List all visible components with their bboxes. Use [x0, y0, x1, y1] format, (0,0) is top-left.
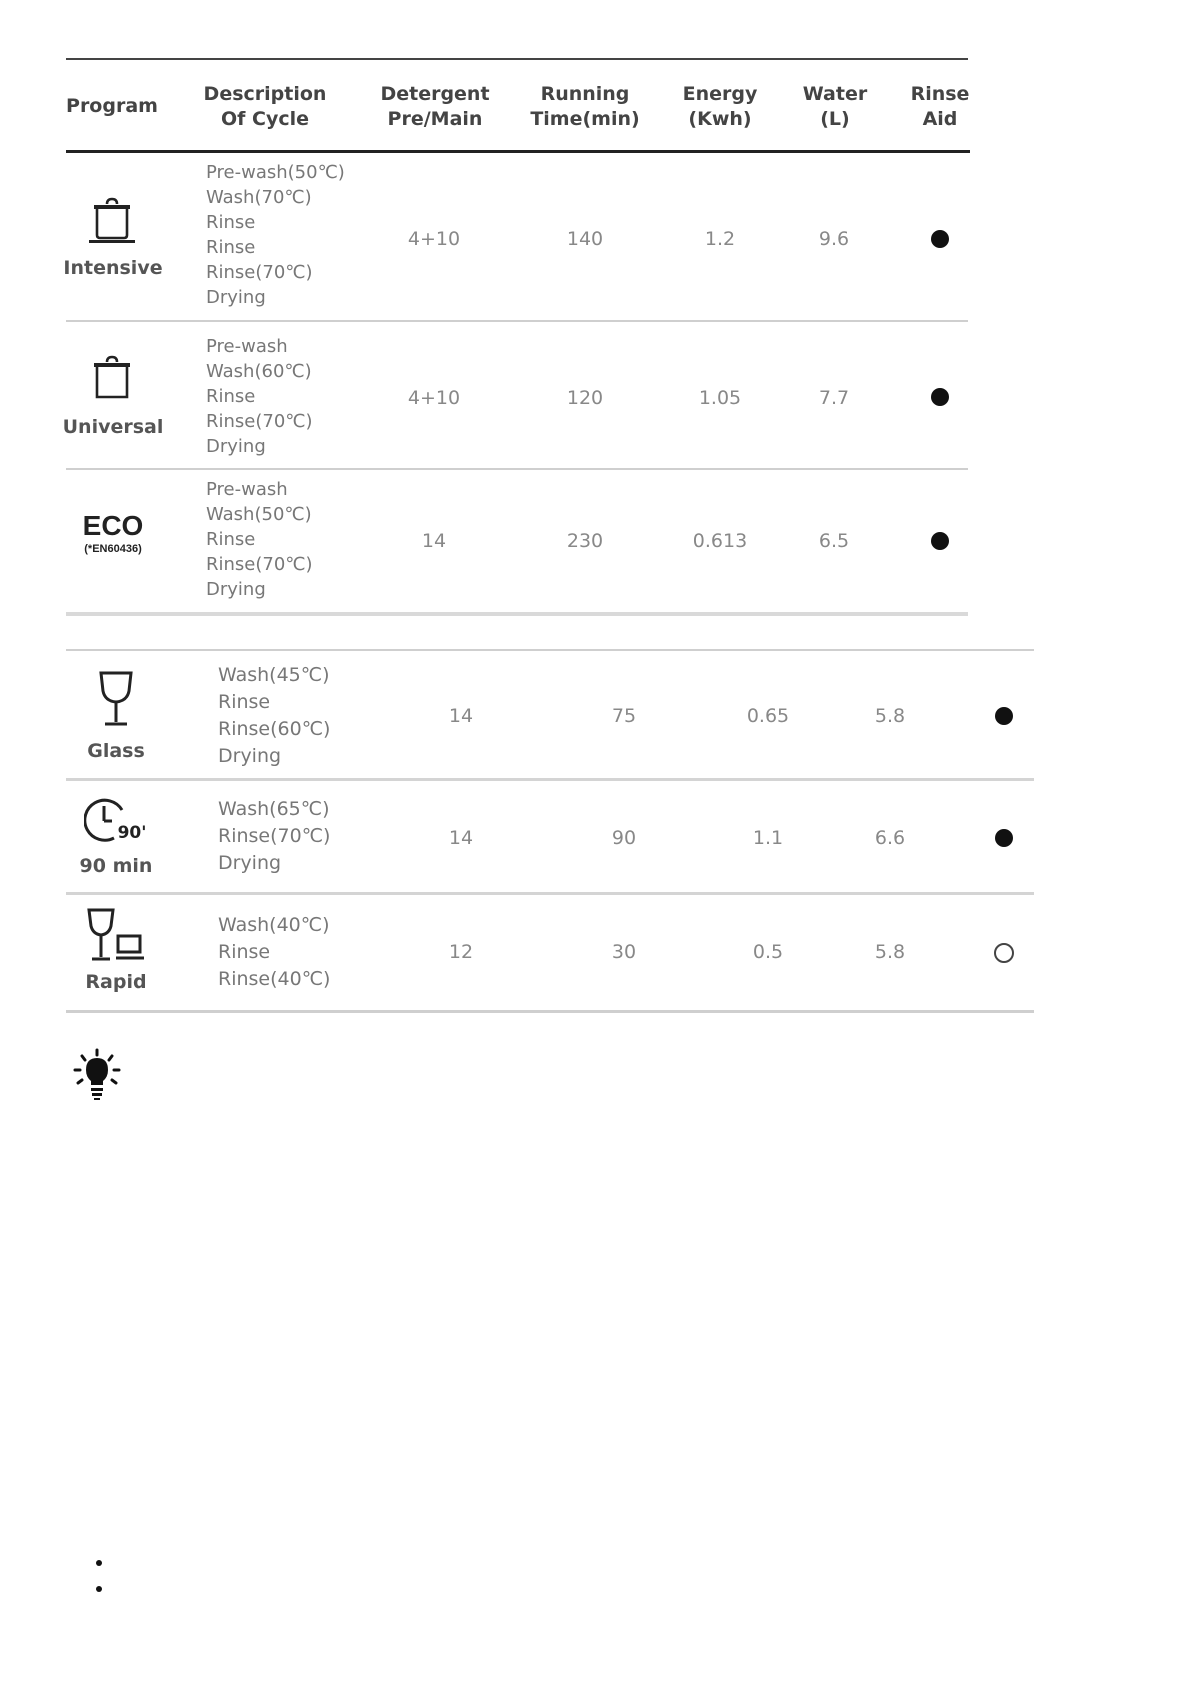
energy-value: 1.2 — [704, 228, 736, 250]
detergent-value: 4+10 — [407, 228, 461, 250]
glass-and-cup-icon — [86, 906, 150, 964]
table2-top-rule — [66, 649, 1034, 651]
rinse-aid-filled-icon — [995, 829, 1013, 847]
energy-value: 0.613 — [692, 530, 748, 552]
cycle-description: Wash(45℃) Rinse Rinse(60℃) Drying — [218, 664, 331, 767]
eco-label: ECO (*EN60436) — [82, 510, 144, 555]
lightbulb-icon — [72, 1048, 122, 1102]
rinse-aid-filled-icon — [931, 532, 949, 550]
detergent-value: 12 — [448, 941, 474, 963]
time-value: 140 — [566, 228, 604, 250]
wine-glass-icon — [96, 669, 136, 729]
row-divider — [66, 468, 968, 470]
energy-value: 1.1 — [752, 827, 784, 849]
row-divider — [66, 778, 1034, 781]
time-value: 90 — [611, 827, 637, 849]
detergent-value: 14 — [448, 827, 474, 849]
cycle-description: Pre-wash(50℃) Wash(70℃) Rinse Rinse Rinse(70℃) Drying — [206, 162, 345, 308]
header-water: Water (L) — [802, 83, 868, 130]
program-name: Rapid — [85, 971, 147, 993]
header-program: Program — [66, 95, 158, 117]
table2-bottom-rule — [66, 1010, 1034, 1013]
cycle-description: Pre-wash Wash(60℃) Rinse Rinse(70℃) Drying — [206, 336, 313, 457]
table1-top-rule — [66, 58, 968, 60]
detergent-value: 14 — [421, 530, 447, 552]
program-name: Universal — [62, 416, 164, 438]
detergent-value: 14 — [448, 705, 474, 727]
water-value: 5.8 — [874, 705, 906, 727]
time-value: 75 — [611, 705, 637, 727]
rinse-aid-filled-icon — [995, 707, 1013, 725]
time-value: 30 — [611, 941, 637, 963]
list-bullet — [96, 1560, 102, 1566]
time-value: 230 — [566, 530, 604, 552]
header-energy: Energy (Kwh) — [682, 83, 758, 130]
clock-icon-label: 90' — [117, 823, 147, 843]
energy-value: 0.65 — [746, 705, 790, 727]
list-bullet — [96, 1586, 102, 1592]
row-divider — [66, 892, 1034, 895]
water-value: 7.7 — [818, 387, 850, 409]
table1-bottom-rule — [66, 612, 968, 616]
energy-value: 0.5 — [752, 941, 784, 963]
detergent-value: 4+10 — [407, 387, 461, 409]
header-description: Description Of Cycle — [203, 83, 327, 130]
header-running-time: Running Time(min) — [530, 83, 640, 130]
pot-icon — [86, 354, 138, 404]
water-value: 6.6 — [874, 827, 906, 849]
rinse-aid-filled-icon — [931, 230, 949, 248]
row-divider — [66, 320, 968, 322]
table1-header-rule — [66, 150, 970, 153]
water-value: 5.8 — [874, 941, 906, 963]
cycle-description: Wash(65℃) Rinse(70℃) Drying — [218, 798, 331, 874]
water-value: 6.5 — [818, 530, 850, 552]
time-value: 120 — [566, 387, 604, 409]
clock-icon — [84, 796, 148, 846]
program-name: 90 min — [79, 855, 153, 877]
rinse-aid-hollow-icon — [994, 943, 1014, 963]
pot-icon — [86, 196, 138, 246]
cycle-description: Pre-wash Wash(50℃) Rinse Rinse(70℃) Drying — [206, 479, 313, 600]
cycle-description: Wash(40℃) Rinse Rinse(40℃) — [218, 914, 331, 990]
energy-value: 1.05 — [698, 387, 742, 409]
rinse-aid-filled-icon — [931, 388, 949, 406]
program-name: Glass — [87, 740, 145, 762]
header-rinse-aid: Rinse Aid — [910, 83, 970, 130]
program-name: Intensive — [63, 257, 163, 279]
water-value: 9.6 — [818, 228, 850, 250]
header-detergent: Detergent Pre/Main — [380, 83, 490, 130]
